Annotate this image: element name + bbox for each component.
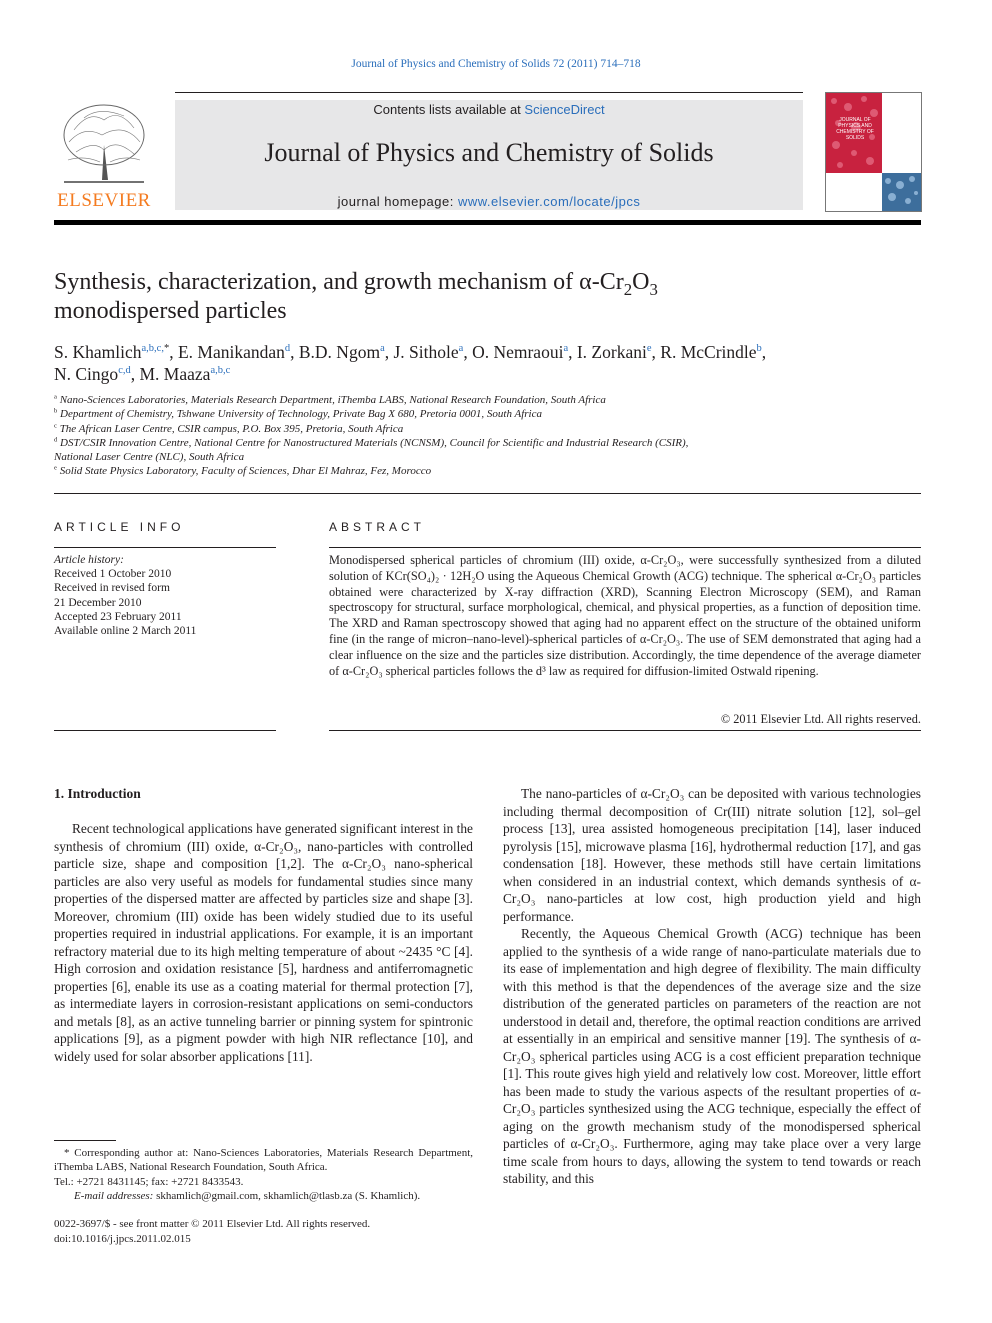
affiliation-text: DST/CSIR Innovation Centre, National Centre for Nanostructured Materials (NCNSM), Council for Scientific and Industrial Research (CSIR),: [60, 436, 689, 449]
abstract-copyright: © 2011 Elsevier Ltd. All rights reserved.: [720, 712, 921, 726]
affiliation-key: c: [54, 421, 57, 429]
contact-phone: Tel.: +2721 8431145; fax: +2721 8433543.: [54, 1175, 244, 1188]
email-addresses[interactable]: skhamlich@gmail.com, skhamlich@tlasb.za (S. Khamlich).: [153, 1189, 421, 1202]
author-name[interactable]: I. Zorkani: [576, 342, 647, 362]
author-list: S. Khamlich$^{a,b,c,*}$, E. Manikandan$^d$, B.D. Ngom$^a$, J. Sithole$^a$, O. Nemraoui$^a$, I. Zorkani$^e$, R. McCrindle$^b$, N. Cingo$^{c,d}$, M. Maaza$^{a,b,c}$: [54, 342, 767, 384]
history-label: Article history:: [54, 554, 124, 566]
author-name[interactable]: N. Cingo: [54, 364, 119, 384]
author-affil[interactable]: e: [646, 343, 652, 355]
doi-line[interactable]: doi:10.1016/j.jpcs.2011.02.015: [54, 1232, 191, 1245]
homepage-link[interactable]: www.elsevier.com/locate/jpcs: [457, 194, 641, 209]
section-heading-introduction: 1. Introduction: [54, 786, 141, 801]
affiliation-key: e: [54, 464, 57, 472]
body-column-left: [54, 820, 473, 1065]
author-affil[interactable]: b: [756, 343, 762, 355]
issn-line: 0022-3697/$ - see front matter © 2011 Elsevier Ltd. All rights reserved.: [54, 1218, 371, 1230]
journal-cover-image[interactable]: [825, 92, 922, 212]
contents-prefix: Contents lists available at: [373, 102, 525, 117]
contact-emails: [54, 1189, 473, 1203]
affiliation-text: The African Laser Centre, CSIR campus, P.O. Box 395, Pretoria, South Africa: [59, 422, 404, 435]
title-line1: Synthesis, characterization, and growth mechanism of α-Cr: [54, 269, 624, 295]
author-affil[interactable]: a,b,c: [210, 365, 231, 377]
title-line2: monodispersed particles: [54, 298, 287, 324]
journal-homepage: [175, 194, 803, 209]
article-history: [54, 553, 279, 638]
banner-top-rule: [175, 92, 803, 93]
footnote-rule: [54, 1140, 116, 1141]
title-sub-2: 2: [623, 279, 633, 299]
article-info-rule-top: [54, 547, 276, 548]
body-paragraph: The nano-particles of α-Cr₂O₃ can be deposited with various technologies including thermal decomposition of Cr(III) nitrate solution [12], sol–gel process [13], urea assisted homogeneous precipitation [14], laser induced pyrolysis [15], microwave plasma [16], hydrothermal reduction [17], and gas condensation [18]. However, these methods still have certain limitations when considered in an industrial context, which demands synthesis of α-Cr₂O₃ nano-particles at low cost, high production yield and high performance.: [503, 786, 921, 924]
abstract-heading: ABSTRACT: [329, 520, 426, 534]
history-item: 21 December 2010: [54, 596, 142, 609]
history-item: Available online 2 March 2011: [54, 625, 197, 638]
title-sub-3: 3: [649, 279, 658, 299]
author-name[interactable]: J. Sithole: [393, 342, 459, 362]
affiliation-text: National Laser Centre (NLC), South Africa: [54, 451, 245, 464]
author-affil[interactable]: a: [458, 343, 464, 355]
affiliation-text: Nano-Sciences Laboratories, Materials Research Department, iThemba LABS, National Research Foundation, South Africa: [59, 394, 606, 406]
author-affil[interactable]: a,b,c,: [141, 343, 164, 355]
email-label: E-mail addresses:: [74, 1189, 154, 1202]
author-name[interactable]: E. Manikandan: [177, 342, 285, 362]
author-affil[interactable]: c,d: [118, 365, 131, 377]
contents-line: [175, 102, 803, 117]
author-name[interactable]: M. Maaza: [139, 364, 211, 384]
body-column-right: [503, 785, 921, 1188]
affiliation-item: [54, 407, 934, 421]
article-title: [54, 268, 914, 326]
author-corresponding-mark[interactable]: *: [163, 343, 170, 355]
footnote: [54, 1146, 473, 1203]
title-o: O: [632, 269, 650, 295]
abstract-text: Monodispersed spherical particles of chromium (III) oxide, α-Cr₂O₃, were successfully synthesized from a diluted solution of KCr(SO₄)₂ · 12H₂O using the Aqueous Chemical Growth (ACG) technique. The spherical α-Cr₂O₃ particles obtained were characterized by X-ray diffraction (XRD), Scanning Electron Microscopy (SEM), and Raman spectroscopy for structural, surface morphological, chemical, and physical properties, as a function of deposition time. The XRD and Raman spectroscopy showed that aging had no apparent effect on the structure of the obtained uniform fine (in the range of micron–nano-level)-spherical particles of α-Cr₂O₃. The use of SEM demonstrated that aging had a clear influence on the size and the particles size distribution. Accordingly, the time dependence of the average diameter of α-Cr₂O₃ spherical particles follows the d³ law as required for diffusion-limited Ostwald ripening.: [329, 553, 921, 678]
affiliation-text: Solid State Physics Laboratory, Faculty of Sciences, Dhar El Mahraz, Fez, Morocco: [59, 465, 432, 478]
affiliation-item: [54, 422, 934, 436]
elsevier-logo[interactable]: [54, 100, 154, 210]
affiliations-rule: [54, 493, 921, 494]
history-item: Received 1 October 2010: [54, 568, 172, 581]
body-paragraph: Recently, the Aqueous Chemical Growth (ACG) technique has been applied to the synthesis of a wide range of nano-particulate materials due to its ease of implementation and high degree of flexibility. The main difficulty with this method is that the dependences of the average size and the size distribution of the generated particles on parameters of the reaction are not understood in detail and, therefore, the optimal reaction conditions are arrived at essentially in an empirical and sensitive manner [19]. The synthesis of α-Cr₂O₃ spherical particles using ACG is a cost efficient preparation technique [1]. This route gives high yield and relatively low cost. Moreover, little effort has been made to study the various aspects of the resultant properties of α-Cr₂O₃ particles synthesized using the ACG technique, especially the effect of aging on the growth mechanism study of the monodispersed spherical particles of α-Cr₂O₃. Furthermore, aging may take place over a very large time scale from hours to days, allowing the system to tend towards or reach stability, and this: [503, 926, 921, 1186]
author-name[interactable]: O. Nemraoui: [472, 342, 564, 362]
affiliation-text: Department of Chemistry, Tshwane University of Technology, Private Bag X 680, Pretoria 0001, South Africa: [60, 408, 542, 421]
affiliation-item: [54, 436, 934, 450]
author-name[interactable]: S. Khamlich: [54, 342, 142, 362]
elsevier-wordmark: ELSEVIER: [57, 190, 151, 211]
affiliation-key: b: [54, 407, 58, 415]
affiliation-item: [54, 464, 934, 478]
journal-title: Journal of Physics and Chemistry of Solids: [264, 138, 714, 167]
corresponding-author-note: * Corresponding author at: Nano-Sciences Laboratories, Materials Research Department, iThemba LABS, National Research Foundation, South Africa.: [54, 1147, 473, 1174]
affiliation-key: a: [54, 393, 57, 401]
article-info-heading: ARTICLE INFO: [54, 520, 185, 534]
body-paragraph: Recent technological applications have generated significant interest in the synthesis of chromium (III) oxide, α-Cr₂O₃, nano-particles with controlled particle size, shape and composition [1,2]. The α-Cr₂O₃ nano-spherical particles are also very useful as models for fundamental studies since many properties of the dispersed matter are affected by particles size and shape [3]. Moreover, chromium (III) oxide has been widely studied due to its useful properties required in industrial applications. For example, it is an important refractory material due to its high melting temperature of about ~2435 °C [4]. High corrosion and oxidation resistance [5], hardness and antiferromagnetic properties [6], enable its use as a coating material for thermal protection [7], as intermediate layers in corrosion-resistant applications on semi-conductors and metals [8], as an active tunneling barrier or pinning system for spintronic applications [9], as a pigment powder with high NIR reflectance [10], and widely used for solar absorber applications [11].: [54, 821, 473, 1064]
article-info-rule-bottom: [54, 730, 276, 731]
homepage-prefix: journal homepage:: [337, 194, 458, 209]
sciencedirect-link[interactable]: ScienceDirect: [524, 102, 605, 117]
abstract-rule-bottom: [329, 730, 921, 731]
cover-title: JOURNAL OF PHYSICS AND CHEMISTRY OF SOLIDS: [836, 117, 874, 141]
author-affil[interactable]: a: [380, 343, 385, 355]
cover-thumbnail-icon: [826, 93, 921, 211]
author-name[interactable]: B.D. Ngom: [298, 342, 381, 362]
history-item: Accepted 23 February 2011: [54, 610, 182, 623]
journal-banner: [175, 100, 803, 210]
abstract-rule-top: [329, 547, 921, 548]
front-matter: [54, 1217, 554, 1246]
affiliations: [54, 393, 934, 479]
history-item: Received in revised form: [54, 582, 170, 595]
journal-citation[interactable]: Journal of Physics and Chemistry of Solids 72 (2011) 714–718: [351, 58, 641, 70]
affiliation-item: [54, 393, 934, 407]
author-affil[interactable]: a: [563, 343, 569, 355]
author-name[interactable]: R. McCrindle: [660, 342, 757, 362]
header-rule: [54, 220, 921, 225]
author-affil[interactable]: d: [284, 343, 291, 355]
affiliation-item: [54, 450, 934, 464]
affiliation-key: d: [54, 436, 58, 444]
